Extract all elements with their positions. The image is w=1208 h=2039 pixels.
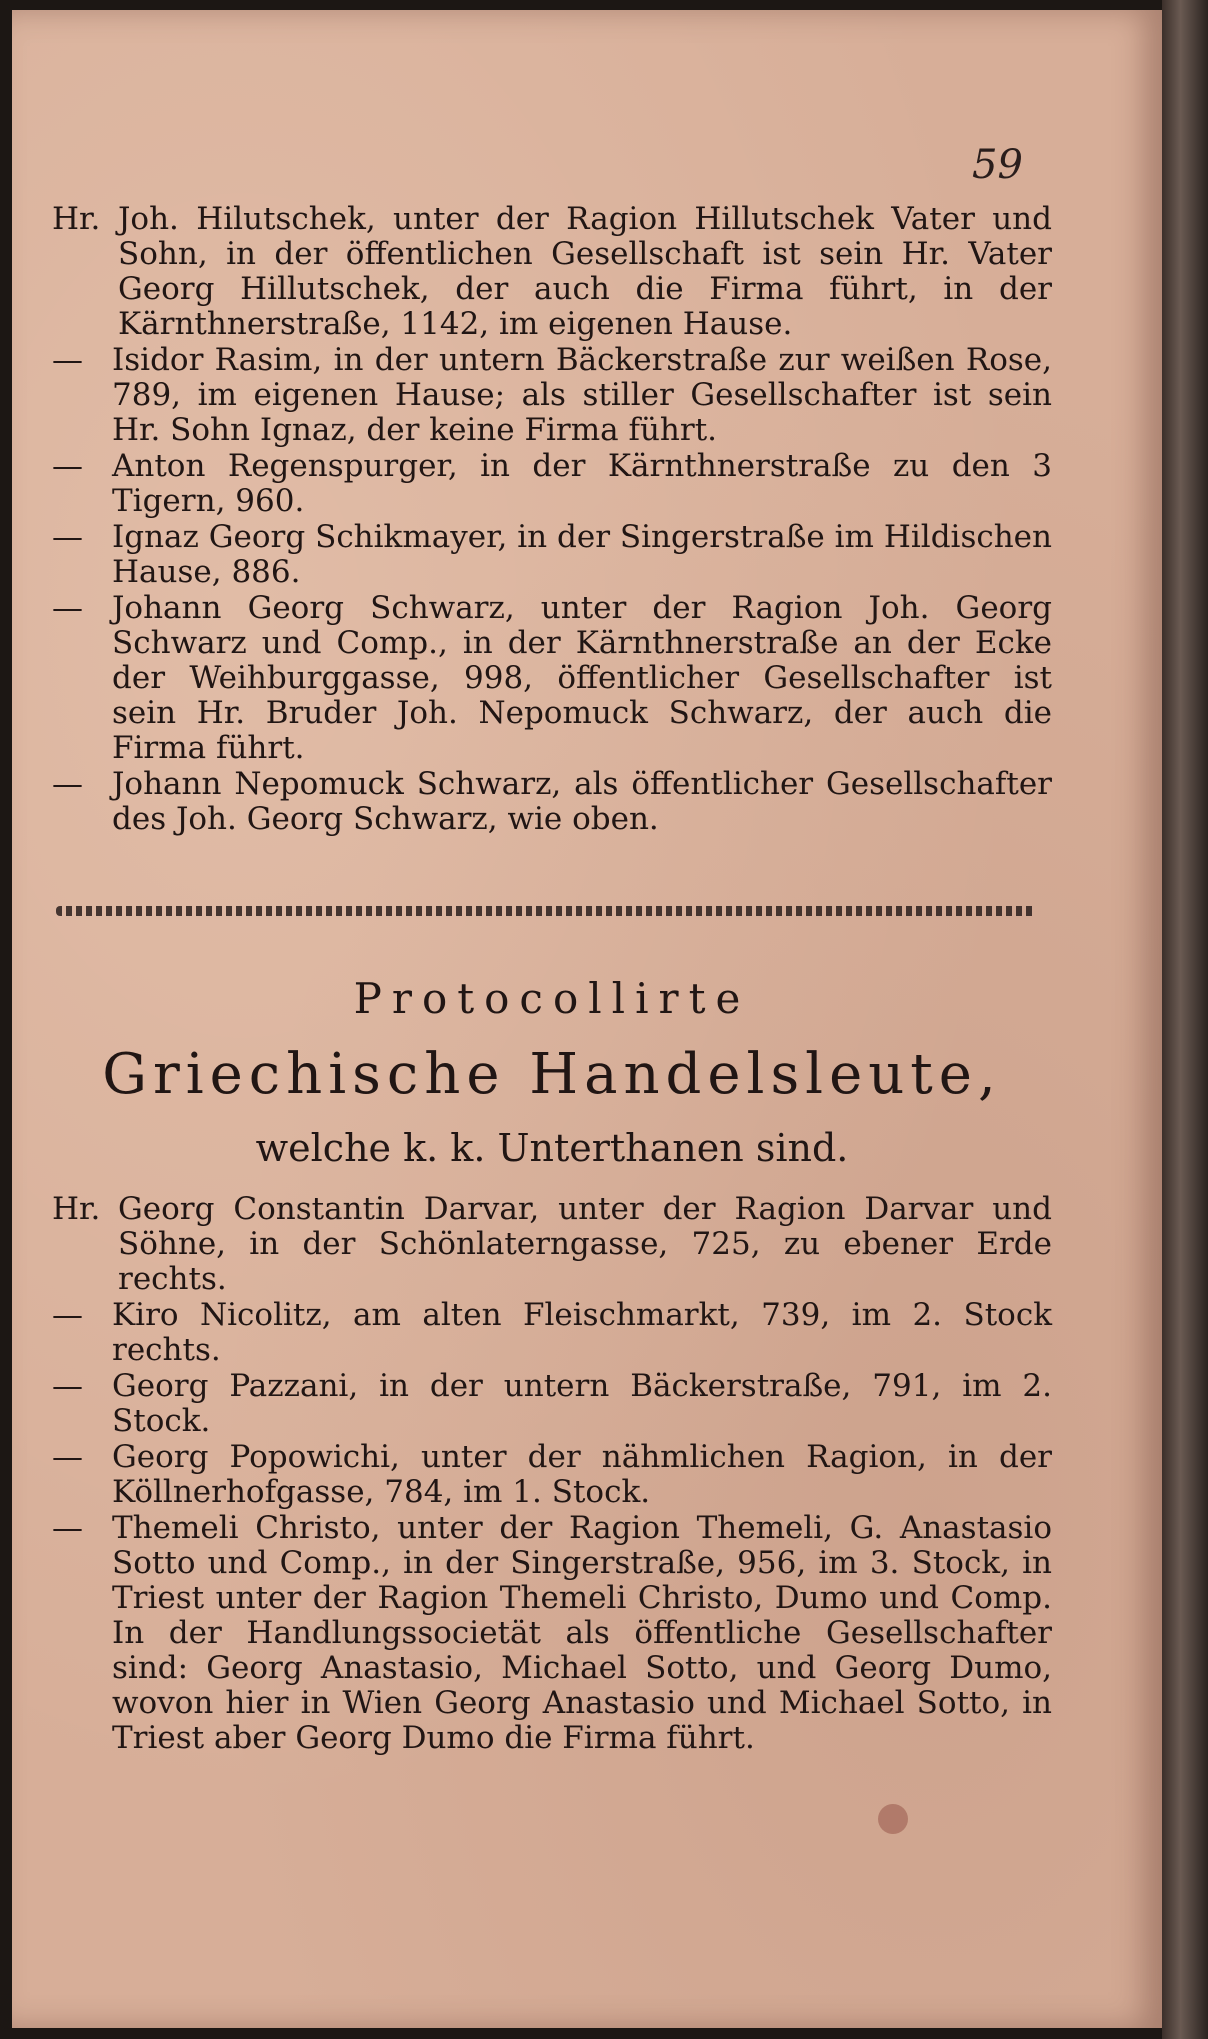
entry-prefix: — bbox=[52, 766, 83, 802]
entry-prefix: — bbox=[52, 519, 83, 555]
entry-prefix: — bbox=[52, 1368, 83, 1404]
entry-text: Anton Regenspurger, in der Kärnthnerstraße zu den 3 Tigern, 960. bbox=[112, 448, 1052, 519]
entry-text: Johann Nepomuck Schwarz, als öffentlicher Gesellschafter des Joh. Georg Schwarz, wie oben. bbox=[112, 766, 1052, 837]
entry-text: Georg Popowichi, unter der nähmlichen Ragion, in der Köllnerhofgasse, 784, im 1. Stock. bbox=[112, 1439, 1052, 1510]
entry-prefix: Hr. bbox=[52, 1191, 101, 1227]
list-item bbox=[52, 1192, 1052, 1297]
paper-stain bbox=[878, 1804, 908, 1834]
entry-text: Themeli Christo, unter der Ragion Themeli, G. Anastasio Sotto und Comp., in der Singerstraße, 956, im 3. Stock, in Triest unter der Ragion Themeli Christo, Dumo und Comp. In der Handlungssocietät als öffentliche Gesellschafter sind: Georg Anastasio, Michael Sotto, und Georg Dumo, wovon hier in Wien Georg Anastasio und Michael Sotto, in Triest aber Georg Dumo die Firma führt. bbox=[112, 1510, 1052, 1756]
list-item bbox=[52, 202, 1052, 342]
section-heading-title: Griechische Handelsleute, bbox=[102, 1042, 1002, 1107]
list-item bbox=[52, 767, 1052, 837]
list-item bbox=[52, 1298, 1052, 1368]
entry-text: Georg Pazzani, in der untern Bäckerstraße, 791, im 2. Stock. bbox=[112, 1368, 1052, 1439]
list-item bbox=[52, 591, 1052, 766]
entry-text: Kiro Nicolitz, am alten Fleischmarkt, 739, im 2. Stock rechts. bbox=[112, 1297, 1052, 1368]
entry-text: Joh. Hilutschek, unter der Ragion Hillutschek Vater und Sohn, in der öffentlichen Gesellschaft ist sein Hr. Vater Georg Hillutschek, der auch die Firma führt, in der Kärnthnerstraße, 1142, im eigenen Hause. bbox=[118, 201, 1052, 342]
entry-prefix: Hr. bbox=[52, 201, 101, 237]
entry-prefix: — bbox=[52, 1439, 83, 1475]
merchant-list-bottom bbox=[52, 1192, 1052, 1757]
book-edge bbox=[1162, 0, 1208, 2039]
entry-prefix: — bbox=[52, 448, 83, 484]
list-item bbox=[52, 520, 1052, 590]
list-item bbox=[52, 1369, 1052, 1439]
section-heading-subtitle: welche k. k. Unterthanen sind. bbox=[255, 1126, 849, 1170]
list-item bbox=[52, 449, 1052, 519]
ornamental-divider bbox=[56, 906, 1036, 916]
section-heading-line1: Protocollirte bbox=[353, 974, 751, 1023]
entry-text: Johann Georg Schwarz, unter der Ragion Joh. Georg Schwarz und Comp., in der Kärnthnerstraße an der Ecke der Weihburggasse, 998, öffentlicher Gesellschafter ist sein Hr. Bruder Joh. Nepomuck Schwarz, der auch die Firma führt. bbox=[112, 590, 1052, 766]
list-item bbox=[52, 1511, 1052, 1756]
merchant-list-top bbox=[52, 202, 1052, 838]
entry-text: Georg Constantin Darvar, unter der Ragion Darvar und Söhne, in der Schönlaterngasse, 725, zu ebener Erde rechts. bbox=[118, 1191, 1052, 1297]
entry-text: Isidor Rasim, in der untern Bäckerstraße zur weißen Rose, 789, im eigenen Hause; als stiller Gesellschafter ist sein Hr. Sohn Ignaz, der keine Firma führt. bbox=[112, 342, 1052, 448]
entry-prefix: — bbox=[52, 1297, 83, 1333]
entry-prefix: — bbox=[52, 1510, 83, 1546]
entry-prefix: — bbox=[52, 342, 83, 378]
entry-text: Ignaz Georg Schikmayer, in der Singerstraße im Hildischen Hause, 886. bbox=[112, 519, 1052, 590]
page-number: 59 bbox=[972, 142, 1023, 188]
entry-prefix: — bbox=[52, 590, 83, 626]
list-item bbox=[52, 343, 1052, 448]
book-page bbox=[12, 10, 1162, 2028]
list-item bbox=[52, 1440, 1052, 1510]
